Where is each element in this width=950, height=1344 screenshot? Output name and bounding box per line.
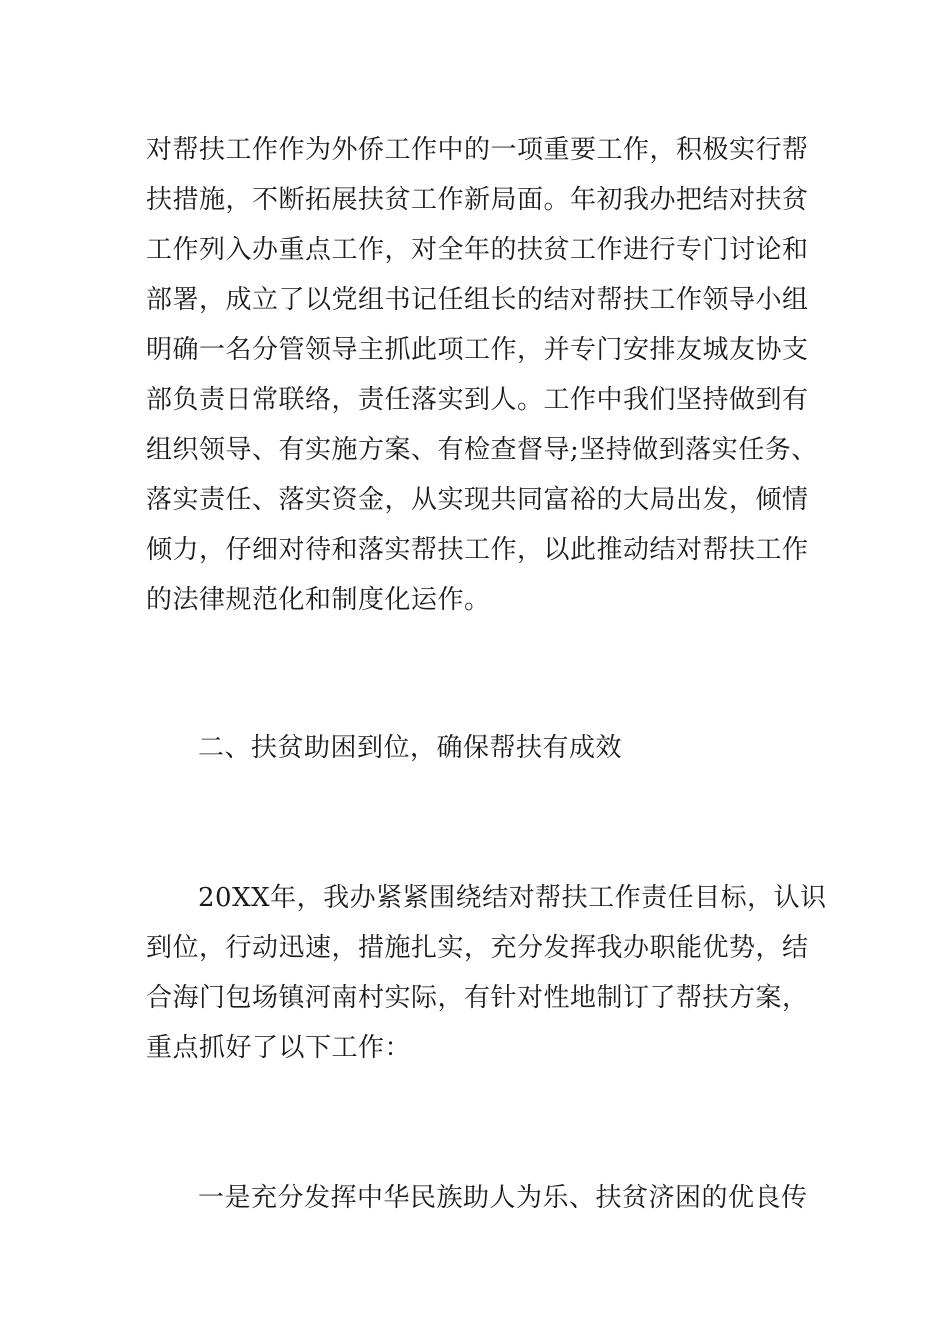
text-line: 到位，行动迅速，措施扎实，充分发挥我办职能优势，结 [146,933,809,963]
text-line: 扶措施，不断拓展扶贫工作新局面。年初我办把结对扶贫 [146,185,809,215]
text-line: 重点抓好了以下工作： [146,1033,412,1063]
text-line: 20XX年，我办紧紧围绕结对帮扶工作责任目标，认识 [198,883,827,913]
text-line: 部署，成立了以党组书记任组长的结对帮扶工作领导小组 [146,285,809,315]
text-line: 倾力，仔细对待和落实帮扶工作，以此推动结对帮扶工作 [146,535,809,565]
text-line: 工作列入办重点工作，对全年的扶贫工作进行专门讨论和 [146,235,809,265]
text-line: 的法律规范化和制度化运作。 [146,585,491,615]
text-line: 部负责日常联络，责任落实到人。工作中我们坚持做到有 [146,385,809,415]
text-line: 落实责任、落实资金，从实现共同富裕的大局出发，倾情 [146,485,809,515]
section-heading: 二、扶贫助困到位，确保帮扶有成效 [198,733,623,763]
text-line: 明确一名分管领导主抓此项工作，并专门安排友城友协支 [146,335,809,365]
text-line: 一是充分发挥中华民族助人为乐、扶贫济困的优良传 [198,1183,808,1213]
text-line: 组织领导、有实施方案、有检查督导;坚持做到落实任务、 [146,435,818,465]
text-line: 合海门包场镇河南村实际，有针对性地制订了帮扶方案， [146,983,809,1013]
text-line: 对帮扶工作作为外侨工作中的一项重要工作，积极实行帮 [146,135,809,165]
